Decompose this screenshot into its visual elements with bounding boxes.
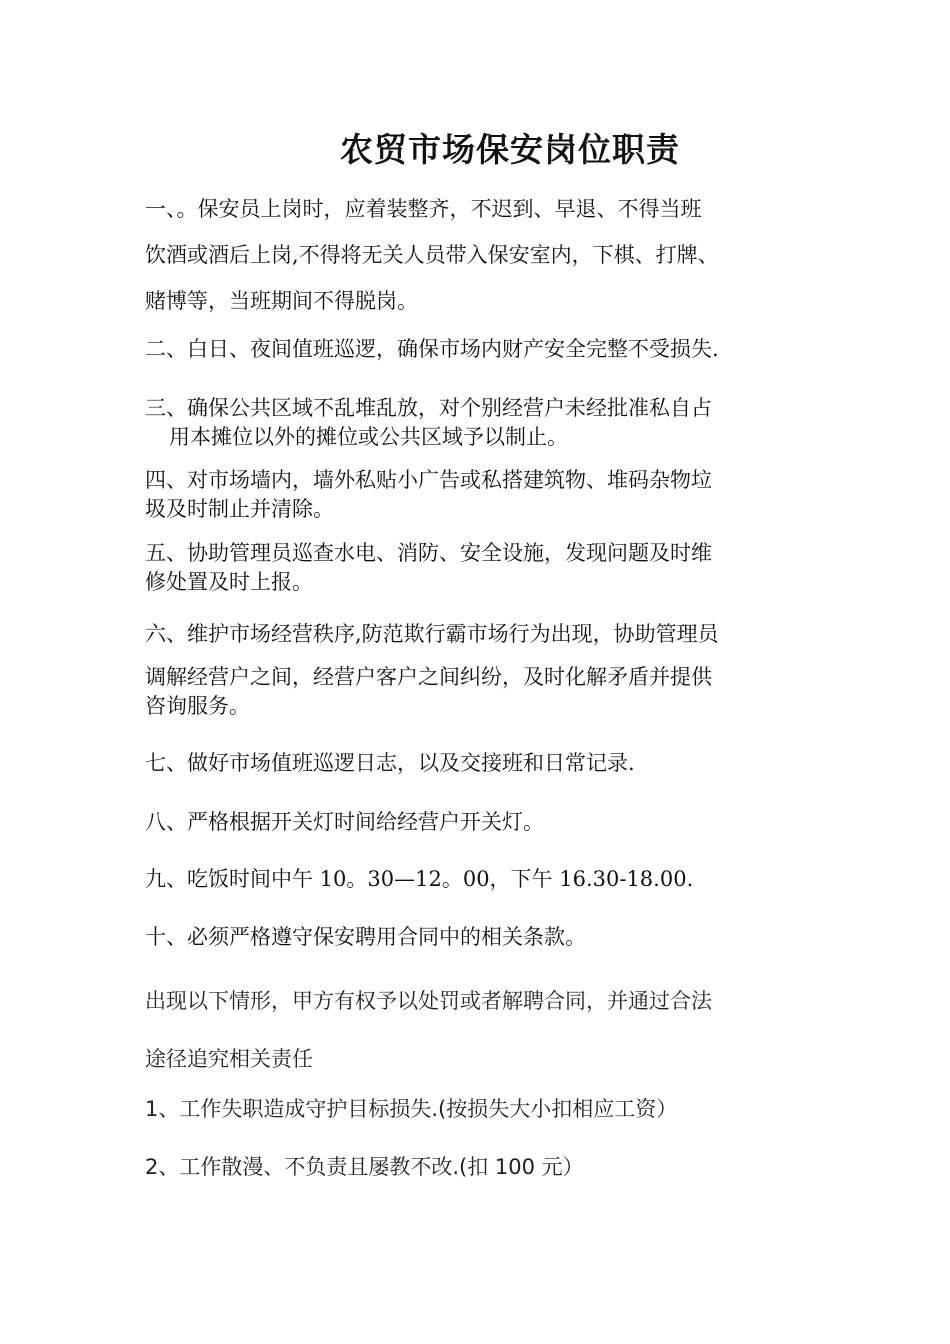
- duty-item-line: 调解经营户之间，经营户客户之间纠纷，及时化解矛盾并提供: [145, 665, 712, 689]
- duty-item-line: 二、白日、夜间值班巡逻，确保市场内财产安全完整不受损失.: [145, 337, 719, 361]
- duty-item-line: 三、确保公共区域不乱堆乱放，对个别经营户未经批准私自占: [145, 396, 712, 420]
- duty-item-10: [145, 914, 810, 960]
- duty-item-line: 一、。保安员上岗时，应着装整齐，不迟到、早退、不得当班: [145, 197, 702, 221]
- penalty-intro: [145, 972, 810, 1088]
- duty-item-line: 修处置及时上报。: [145, 570, 313, 594]
- penalty-item-line: 2、工作散漫、不负责且屡教不改.(扣 100 元）: [145, 1155, 584, 1179]
- penalty-intro-line: 出现以下情形，甲方有权予以处罚或者解聘合同，并通过合法: [145, 989, 712, 1013]
- penalty-item-line: 1、工作失职造成守护目标损失.(按损失大小扣相应工资）: [145, 1097, 678, 1121]
- penalty-intro-line: 途径追究相关责任: [145, 1047, 313, 1071]
- duty-item-line: 赌博等，当班期间不得脱岗。: [145, 289, 418, 313]
- duty-item-7: [145, 740, 810, 786]
- duty-item-4: [145, 466, 810, 524]
- duty-item-line: 用本摊位以外的摊位或公共区域予以制止。: [169, 425, 568, 449]
- duty-item-6: [145, 620, 810, 721]
- duty-item-line: 七、做好市场值班巡逻日志，以及交接班和日常记录.: [145, 751, 635, 775]
- duty-item-line: 五、协助管理员巡查水电、消防、安全设施，发现问题及时维: [145, 541, 712, 565]
- penalty-item-2: [145, 1144, 810, 1190]
- duty-item-5: [145, 539, 810, 597]
- duty-item-line: 咨询服务。: [145, 694, 250, 718]
- document-title: 农贸市场保安岗位职责: [340, 130, 680, 169]
- duty-item-2: [145, 326, 810, 372]
- duty-item-8: [145, 799, 810, 845]
- duty-item-3: [145, 394, 810, 452]
- duty-item-line: 四、对市场墙内，墙外私贴小广告或私搭建筑物、堆码杂物垃: [145, 468, 712, 492]
- duty-item-line: 九、吃饭时间中午 10。30—12。00，下午 16.30-18.00.: [145, 867, 694, 891]
- duty-item-9: [145, 856, 810, 902]
- duty-item-line: 十、必须严格遵守保安聘用合同中的相关条款。: [145, 925, 586, 949]
- duty-item-line: 圾及时制止并清除。: [145, 497, 334, 521]
- duty-item-line: 饮酒或酒后上岗,不得将无关人员带入保安室内，下棋、打牌、: [145, 243, 719, 267]
- duty-item-1: [145, 186, 810, 324]
- duty-item-line: 八、严格根据开关灯时间给经营户开关灯。: [145, 810, 544, 834]
- penalty-item-1: [145, 1086, 810, 1132]
- duty-item-line: 六、维护市场经营秩序,防范欺行霸市场行为出现，协助管理员: [145, 622, 719, 646]
